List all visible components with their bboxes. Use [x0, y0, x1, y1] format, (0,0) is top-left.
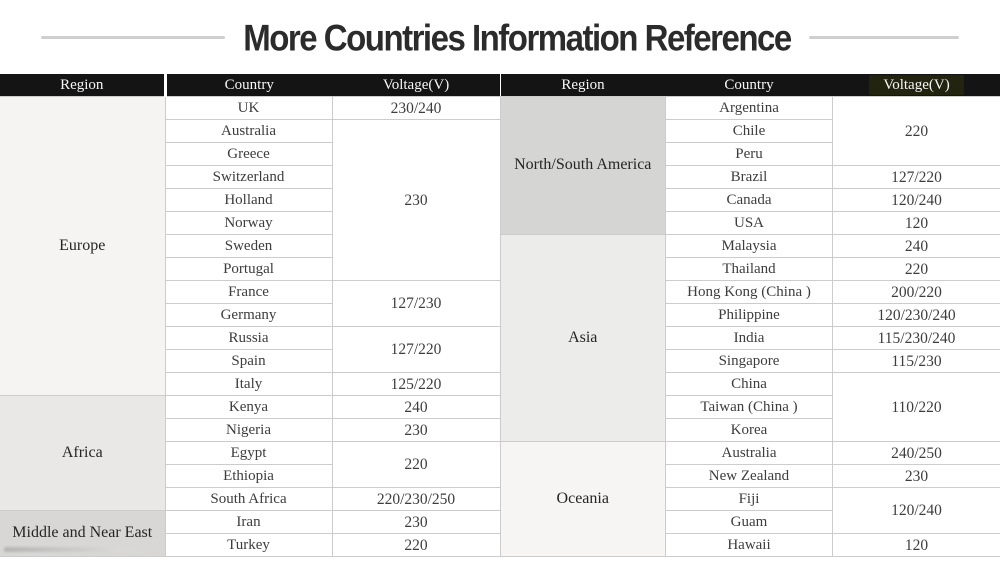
voltage-cell: 230/240 [332, 97, 500, 120]
country-cell: Holland [165, 189, 332, 212]
country-cell: Chile [666, 120, 833, 143]
region-cell: Europe [0, 97, 165, 396]
country-cell: Brazil [666, 166, 833, 189]
table-row [0, 97, 500, 120]
page-title: More Countries Information Reference [243, 16, 791, 58]
column-header-country: Country [165, 74, 332, 97]
voltage-cell: 127/220 [332, 327, 500, 373]
country-cell: Malaysia [666, 235, 833, 258]
table-row [501, 97, 1000, 120]
country-cell: UK [165, 97, 332, 120]
table-row [0, 396, 500, 419]
voltage-cell: 120/230/240 [833, 304, 1000, 327]
title-rule-right [809, 36, 959, 39]
country-cell: Italy [165, 373, 332, 396]
voltage-cell: 120 [833, 534, 1000, 557]
country-cell: Korea [666, 419, 833, 442]
voltage-cell: 115/230/240 [833, 327, 1000, 350]
country-cell: Philippine [666, 304, 833, 327]
voltage-cell: 240 [332, 396, 500, 419]
country-cell: South Africa [165, 488, 332, 511]
voltage-cell: 120 [833, 212, 1000, 235]
voltage-cell: 220 [833, 97, 1000, 166]
voltage-cell: 230 [833, 465, 1000, 488]
column-header-region: Region [0, 74, 165, 97]
country-cell: Guam [666, 511, 833, 534]
country-cell: Russia [165, 327, 332, 350]
country-cell: Hawaii [666, 534, 833, 557]
region-cell: Asia [501, 235, 666, 442]
title-rule-left [41, 36, 225, 39]
voltage-cell: 230 [332, 120, 500, 281]
country-cell: Singapore [666, 350, 833, 373]
voltage-table-left [0, 74, 501, 557]
country-cell: Hong Kong (China ) [666, 281, 833, 304]
country-cell: China [666, 373, 833, 396]
country-cell: Norway [165, 212, 332, 235]
region-cell: Africa [0, 396, 165, 511]
region-cell: Middle and Near East [0, 511, 165, 557]
voltage-cell: 110/220 [833, 373, 1000, 442]
voltage-cell: 127/220 [833, 166, 1000, 189]
country-cell: Kenya [165, 396, 332, 419]
country-cell: Portugal [165, 258, 332, 281]
country-cell: Greece [165, 143, 332, 166]
voltage-cell: 230 [332, 511, 500, 534]
voltage-cell: 125/220 [332, 373, 500, 396]
country-cell: Fiji [666, 488, 833, 511]
country-cell: France [165, 281, 332, 304]
country-cell: Canada [666, 189, 833, 212]
voltage-cell: 240 [833, 235, 1000, 258]
table-row [501, 235, 1000, 258]
table-row [0, 511, 500, 534]
header-row [501, 74, 1000, 97]
voltage-cell: 220 [332, 534, 500, 557]
voltage-cell: 120/240 [833, 189, 1000, 212]
voltage-reference-tables [0, 74, 1000, 557]
voltage-cell: 127/230 [332, 281, 500, 327]
region-cell: Oceania [501, 442, 666, 557]
table-row [501, 442, 1000, 465]
country-cell: India [666, 327, 833, 350]
country-cell: Turkey [165, 534, 332, 557]
table-shadow-artifact [4, 547, 154, 552]
column-header-region: Region [501, 74, 666, 97]
column-header-country: Country [666, 74, 833, 97]
voltage-cell: 200/220 [833, 281, 1000, 304]
voltage-cell: 220/230/250 [332, 488, 500, 511]
header-row [0, 74, 500, 97]
country-cell: USA [666, 212, 833, 235]
country-cell: Iran [165, 511, 332, 534]
column-header-voltage-v- [833, 74, 1000, 97]
column-header-voltage-v-: Voltage(V) [332, 74, 500, 97]
country-cell: Ethiopia [165, 465, 332, 488]
voltage-cell: 220 [833, 258, 1000, 281]
country-cell: Australia [165, 120, 332, 143]
country-cell: Sweden [165, 235, 332, 258]
country-cell: Australia [666, 442, 833, 465]
country-cell: New Zealand [666, 465, 833, 488]
voltage-cell: 115/230 [833, 350, 1000, 373]
region-cell: North/South America [501, 97, 666, 235]
country-cell: Egypt [165, 442, 332, 465]
voltage-cell: 240/250 [833, 442, 1000, 465]
country-cell: Nigeria [165, 419, 332, 442]
country-cell: Thailand [666, 258, 833, 281]
voltage-cell: 230 [332, 419, 500, 442]
voltage-header-highlight: Voltage(V) [869, 75, 963, 95]
title-block [0, 0, 1000, 62]
voltage-table-right [501, 74, 1000, 557]
country-cell: Taiwan (China ) [666, 396, 833, 419]
country-cell: Spain [165, 350, 332, 373]
country-cell: Switzerland [165, 166, 332, 189]
country-cell: Peru [666, 143, 833, 166]
country-cell: Argentina [666, 97, 833, 120]
voltage-cell: 220 [332, 442, 500, 488]
country-cell: Germany [165, 304, 332, 327]
voltage-cell: 120/240 [833, 488, 1000, 534]
